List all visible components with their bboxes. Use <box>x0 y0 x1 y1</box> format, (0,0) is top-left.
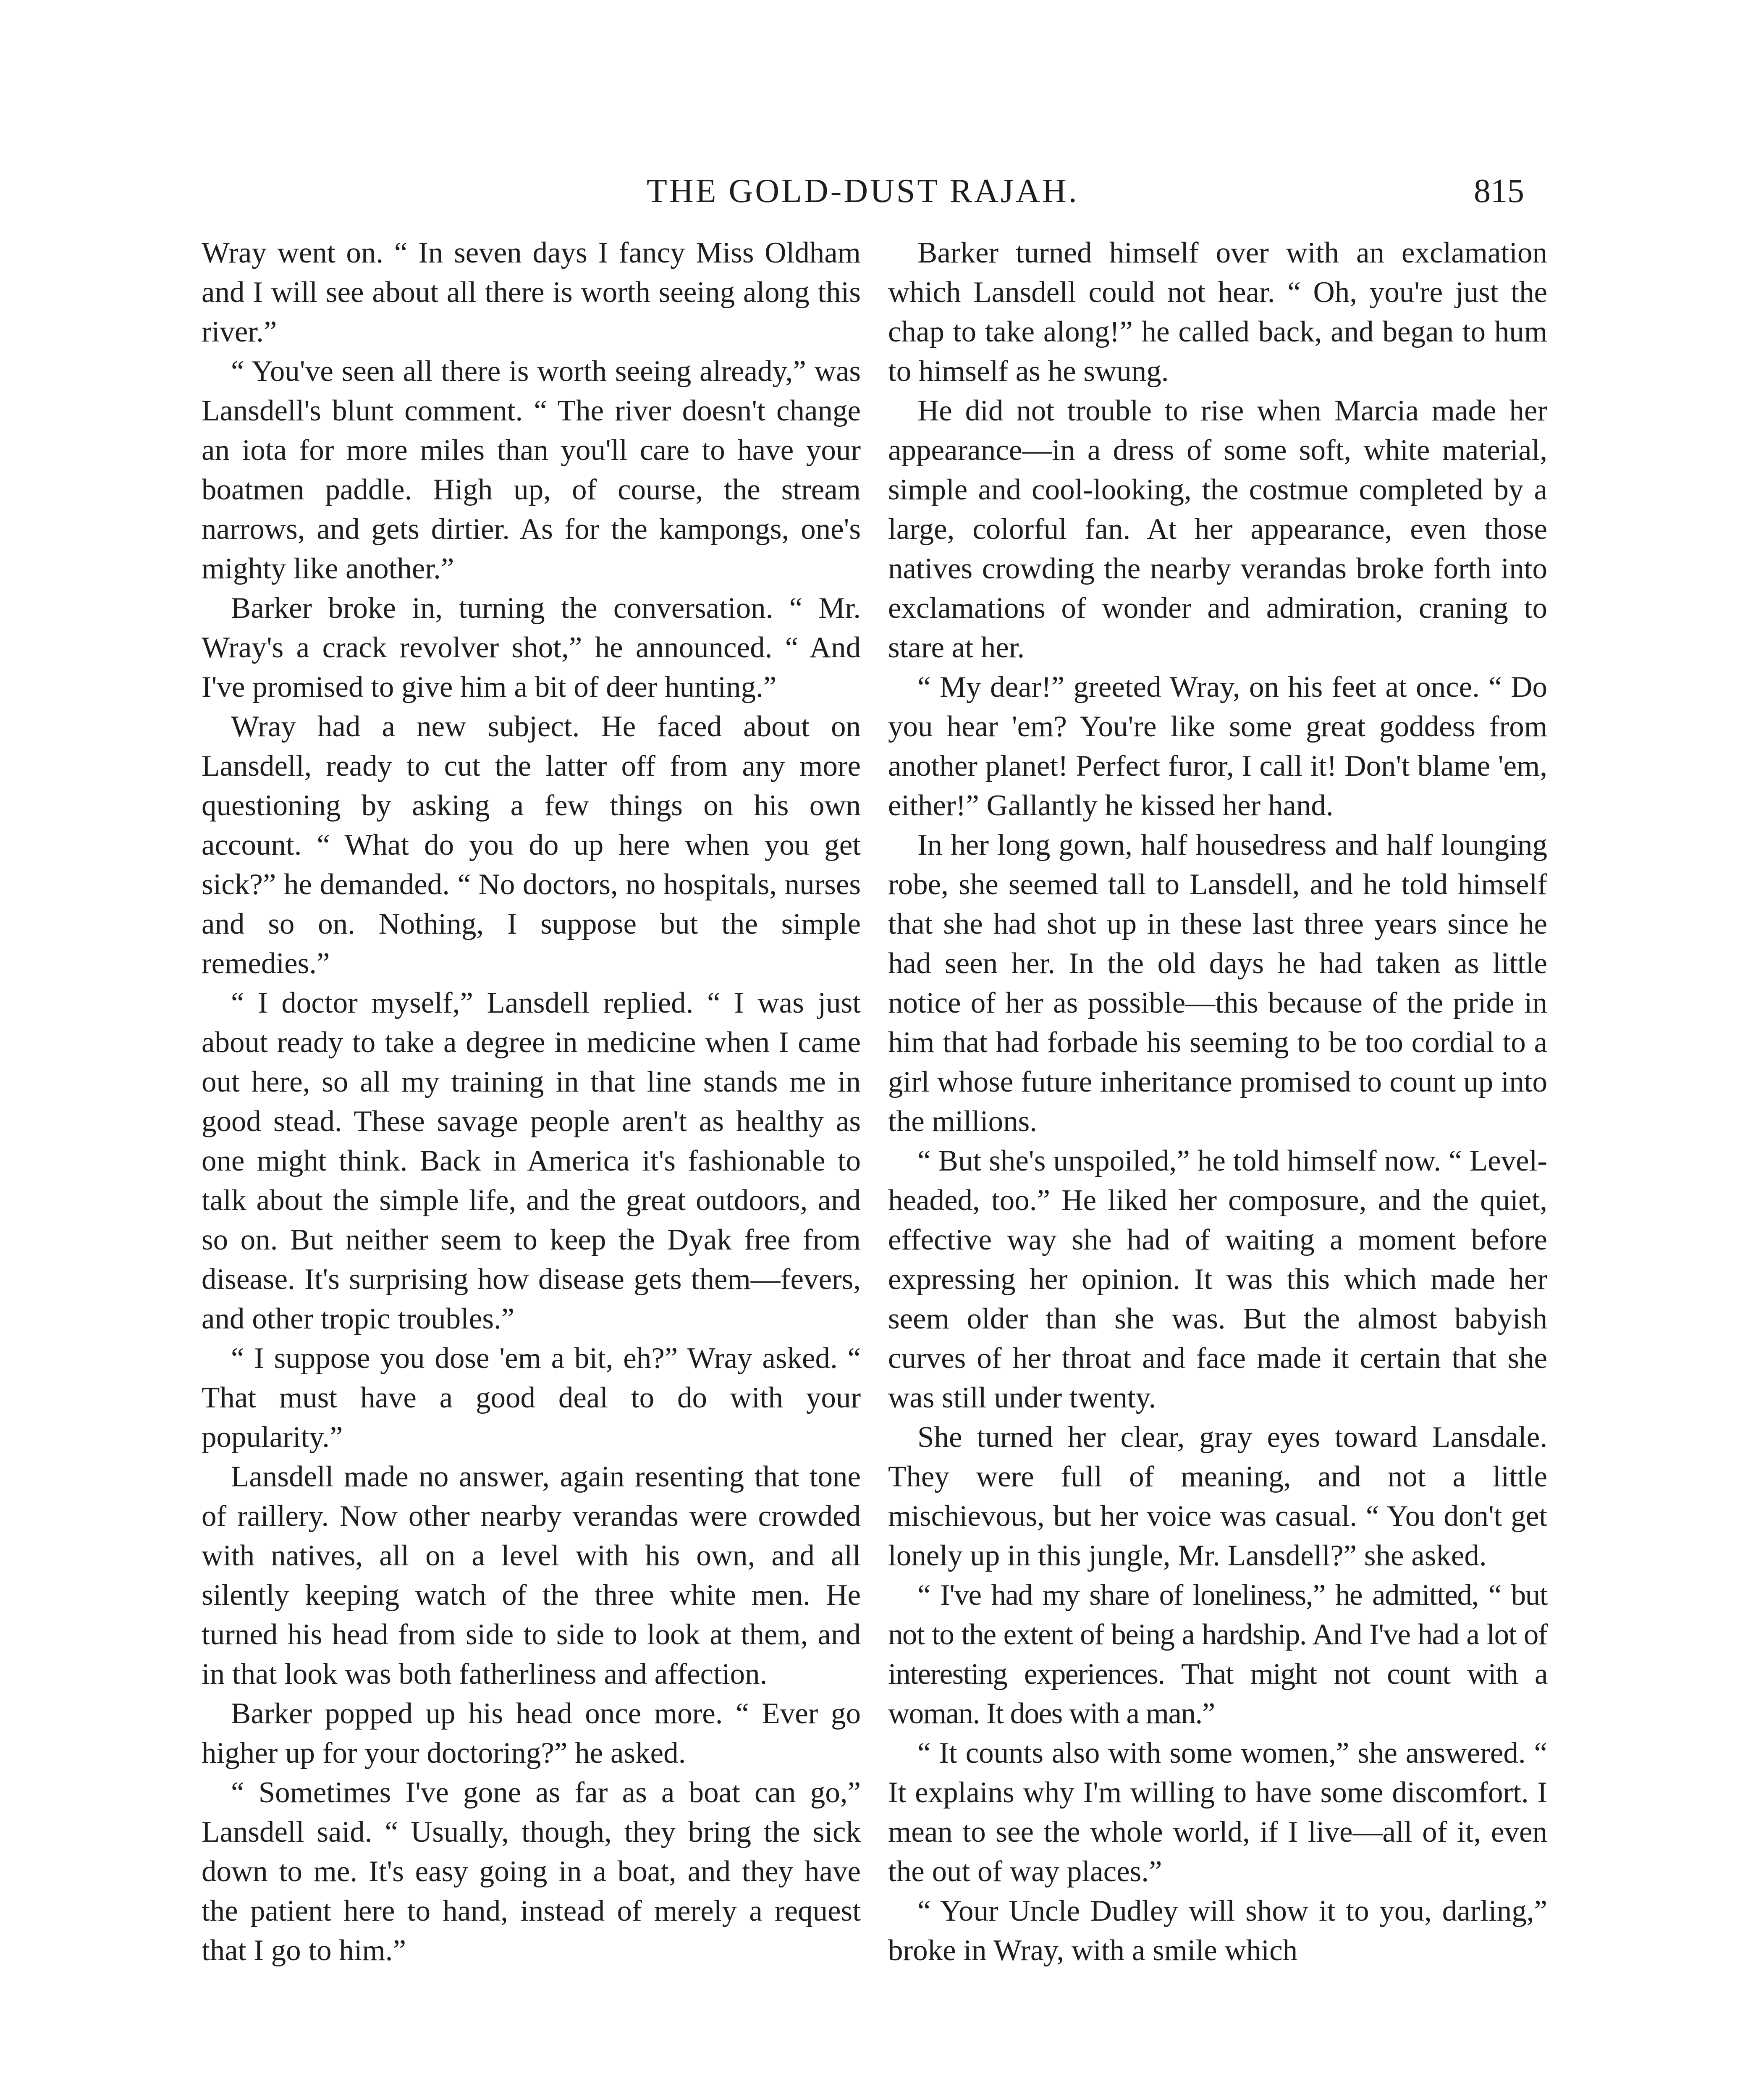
paragraph: “ But she's unspoiled,” he told himself now. “ Level-headed, too.” He liked her composure, and the quiet, effective way she had of waiting a moment before expressing her opinion. It was this which made her seem older than she was. But the almost babyish curves of her throat and face made it certain that she was still under twenty. <box>888 1144 1547 1414</box>
paragraph: “ I suppose you dose 'em a bit, eh?” Wray asked. “ That must have a good deal to do with your popularity.” <box>202 1342 861 1454</box>
left-column <box>202 233 861 1970</box>
paragraph: “ I doctor myself,” Lansdell replied. “ I was just about ready to take a degree in medicine when I came out here, so all my training in that line stands me in good stead. These savage people aren't as healthy as one might think. Back in America it's fashionable to talk about the simple life, and the great outdoors, and so on. But neither seem to keep the Dyak free from disease. It's surprising how disease gets them—fevers, and other tropic troubles.” <box>202 987 861 1335</box>
paragraph: “ My dear!” greeted Wray, on his feet at once. “ Do you hear 'em? You're like some great goddess from another planet! Perfect furor, I call it! Don't blame 'em, either!” Gallantly he kissed her hand. <box>888 671 1547 822</box>
paragraph: Barker popped up his head once more. “ Ever go higher up for your doctoring?” he asked. <box>202 1697 861 1769</box>
page-number: 815 <box>1474 173 1524 210</box>
paragraph: “ It counts also with some women,” she answered. “ It explains why I'm willing to have some discomfort. I mean to see the whole world, if I live—all of it, even the out of way places.” <box>888 1737 1547 1888</box>
running-title: THE GOLD-DUST RAJAH. <box>647 173 1079 210</box>
paragraph: Wray went on. “ In seven days I fancy Miss Oldham and I will see about all there is worth seeing along this river.” <box>202 236 861 348</box>
paragraph: “ I've had my share of loneliness,” he admitted, “ but not to the extent of being a hardship. And I've had a lot of interesting experiences. That might not count with a woman. It does with a man.” <box>888 1579 1547 1730</box>
paragraph: She turned her clear, gray eyes toward Lansdale. They were full of meaning, and not a little mischievous, but her voice was casual. “ You don't get lonely up in this jungle, Mr. Lansdell?” she asked. <box>888 1421 1547 1572</box>
running-head <box>202 172 1524 218</box>
paragraph: Barker broke in, turning the conversation. “ Mr. Wray's a crack revolver shot,” he announced. “ And I've promised to give him a bit of deer hunting.” <box>202 592 861 704</box>
paragraph: Barker turned himself over with an exclamation which Lansdell could not hear. “ Oh, you're just the chap to take along!” he called back, and began to hum to himself as he swung. <box>888 236 1547 388</box>
paragraph: “ You've seen all there is worth seeing already,” was Lansdell's blunt comment. “ The river doesn't change an iota for more miles than you'll care to have your boatmen paddle. High up, of course, the stream narrows, and gets dirtier. As for the kampongs, one's mighty like another.” <box>202 355 861 585</box>
paragraph: “ Sometimes I've gone as far as a boat can go,” Lansdell said. “ Usually, though, they bring the sick down to me. It's easy going in a boat, and they have the patient here to hand, instead of merely a request that I go to him.” <box>202 1776 861 1967</box>
paragraph: In her long gown, half housedress and half lounging robe, she seemed tall to Lansdell, and he told himself that she had shot up in these last three years since he had seen her. In the old days he had taken as little notice of her as possible—this because of the pride in him that had forbade his seeming to be too cordial to a girl whose future inheritance promised to count up into the millions. <box>888 829 1547 1138</box>
right-column <box>888 233 1547 1970</box>
paragraph: Lansdell made no answer, again resenting that tone of raillery. Now other nearby verandas were crowded with natives, all on a level with his own, and all silently keeping watch of the three white men. He turned his head from side to side to look at them, and in that look was both fatherliness and affection. <box>202 1460 861 1690</box>
paragraph: Wray had a new subject. He faced about on Lansdell, ready to cut the latter off from any more questioning by asking a few things on his own account. “ What do you do up here when you get sick?” he demanded. “ No doctors, no hospitals, nurses and so on. Nothing, I suppose but the simple remedies.” <box>202 710 861 980</box>
paragraph: He did not trouble to rise when Marcia made her appearance—in a dress of some soft, white material, simple and cool-looking, the costmue completed by a large, colorful fan. At her appearance, even those natives crowding the nearby verandas broke forth into exclamations of wonder and admiration, craning to stare at her. <box>888 394 1547 664</box>
paragraph: “ Your Uncle Dudley will show it to you, darling,” broke in Wray, with a smile which <box>888 1895 1547 1967</box>
